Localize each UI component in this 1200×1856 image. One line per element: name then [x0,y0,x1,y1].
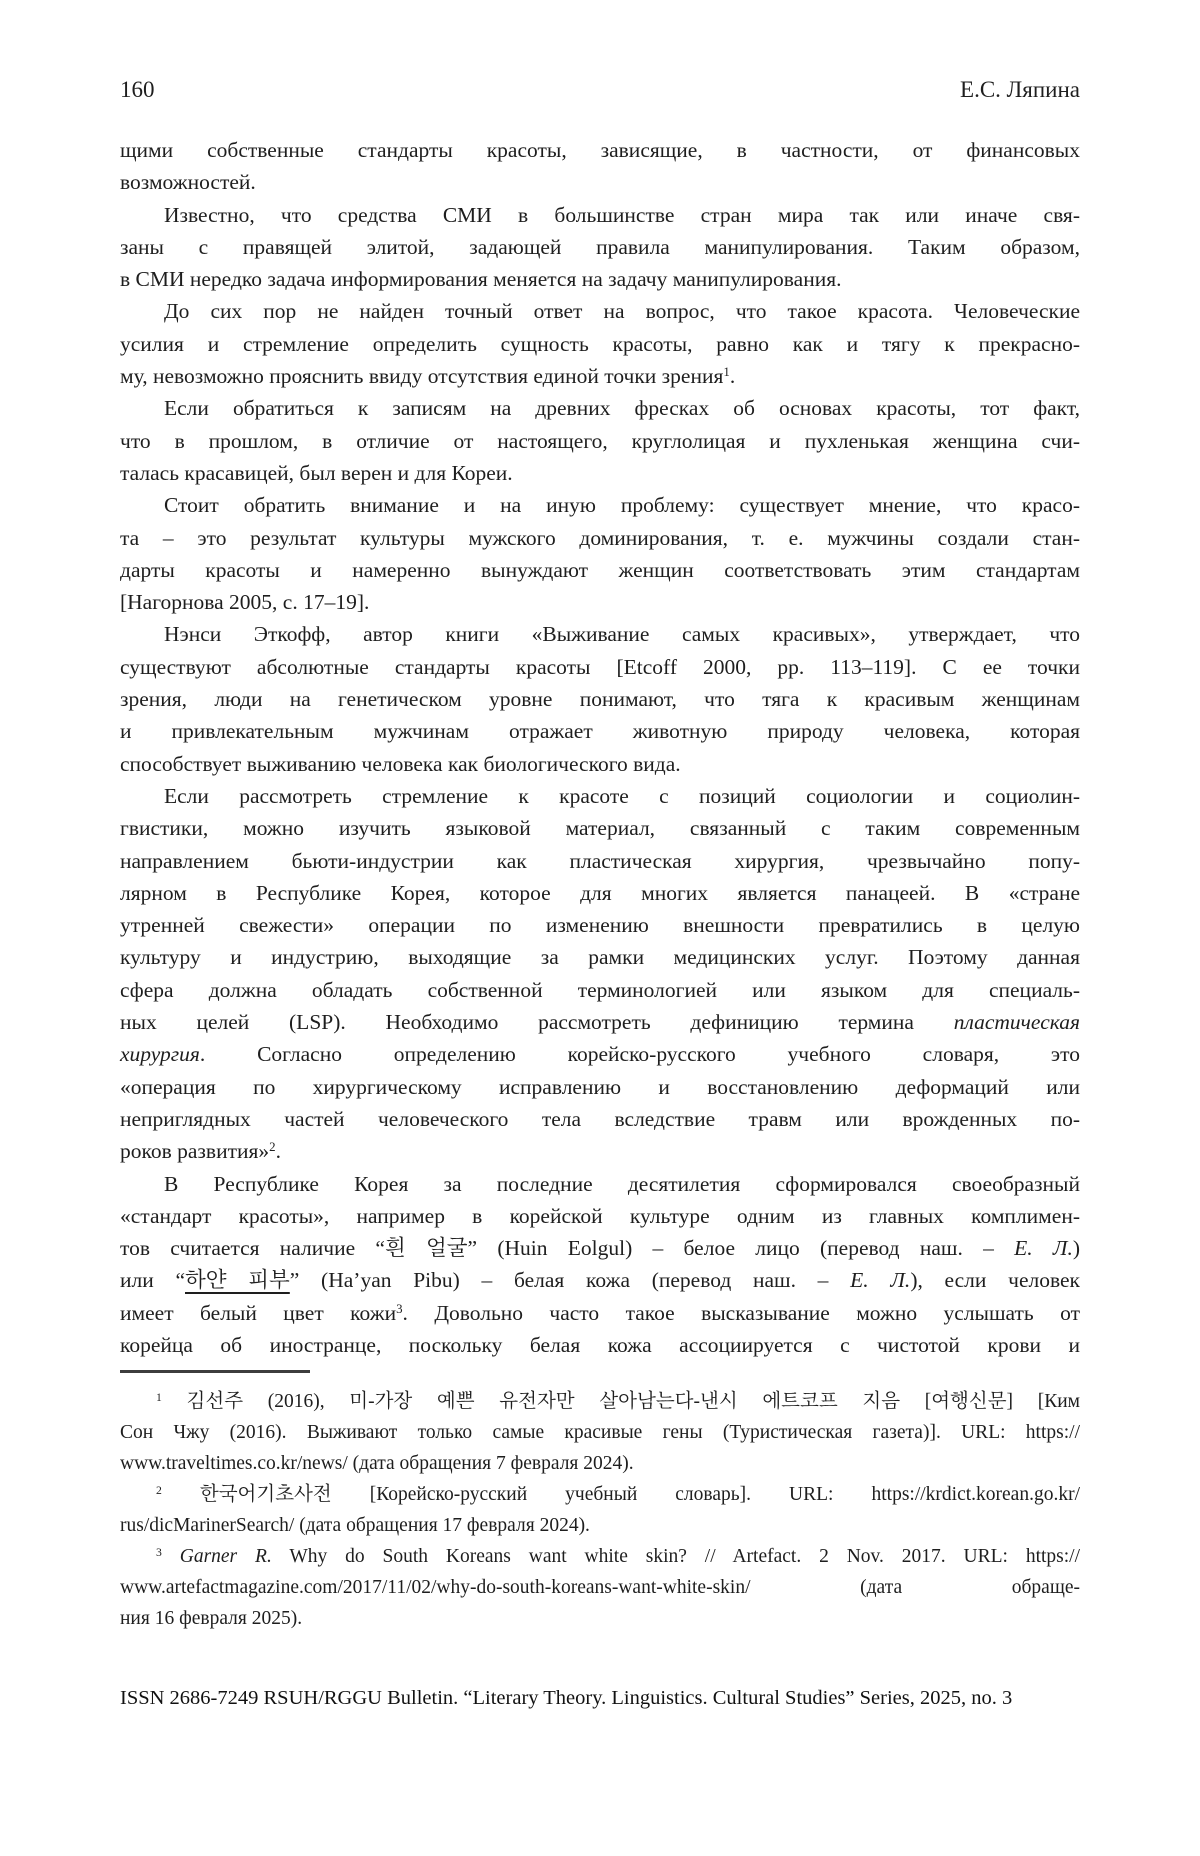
text-segment: [Нагорнова 2005, с. 17–19]. [120,590,370,615]
text-line [120,1264,1080,1296]
footnote-ref: 3 [156,1545,162,1559]
text-segment: ния 16 февраля 2025). [120,1608,303,1630]
footnote [120,1386,1080,1479]
paragraph [120,134,1080,199]
text-line [120,489,1080,521]
text-segment: способствует выживанию человека как биологического вида. [120,751,681,776]
document-page [0,76,1200,1856]
footnote [120,1479,1080,1541]
text-line [120,1329,1080,1361]
text-segment: зрения, люди на генетическом уровне понимают, что тяга к красивым женщинам [120,687,1080,712]
text-line [120,586,1080,618]
text-segment: ) [1072,1236,1080,1261]
text-line [120,1071,1080,1103]
text-line [120,328,1080,360]
italic-text: хирургия [120,1042,200,1067]
text-line [120,1006,1080,1038]
text-line [120,1417,1080,1448]
page-number: 160 [120,77,155,102]
text-line [120,618,1080,650]
text-segment: возможностей. [120,170,256,195]
text-segment: имеет белый цвет кожи [120,1300,397,1325]
footnote-ref: 2 [269,1140,276,1155]
text-line [120,974,1080,1006]
text-segment: До сих пор не найден точный ответ на вопрос, что такое красота. Человеческие [164,299,1080,324]
text-line [120,1572,1080,1603]
text-segment: www.traveltimes.co.kr/news/ (дата обращения 7 февраля 2024). [120,1453,634,1475]
text-line [120,651,1080,683]
text-segment [162,1546,180,1567]
text-segment: или “ [120,1268,185,1293]
text-segment: ” (Ha’yan Pibu) – белая кожа (перевод наш. – [289,1268,851,1293]
footnote [120,1541,1080,1634]
text-segment: «стандарт красоты», например в корейской культуре одним из главных комплимен- [120,1203,1080,1228]
text-line [120,1135,1080,1167]
text-line [120,877,1080,909]
text-segment: . Согласно определению корейско-русского учебного словаря, это [199,1042,1080,1067]
text-segment: роков развития» [120,1139,270,1164]
text-segment: культуру и индустрию, выходящие за рамки медицинских услуг. Поэтому данная [120,945,1080,970]
paragraph [120,295,1080,392]
text-segment: дарты красоты и намеренно вынуждают женщин соответствовать этим стандартам [120,557,1080,582]
text-line [120,1038,1080,1070]
text-segment: www.artefactmagazine.com/2017/11/02/why-do-south-koreans-want-white-skin/ (дата обраще- [120,1577,1080,1599]
text-segment: «операция по хирургическому исправлению и восстановлению деформаций или [120,1074,1080,1099]
text-segment: корейца об иностранце, поскольку белая кожа ассоциируется с чистотой крови и [120,1332,1080,1357]
text-line [120,1448,1080,1479]
text-segment: заны с правящей элитой, задающей правила манипулирования. Таким образом, [120,234,1080,259]
text-segment: что в прошлом, в отличие от настоящего, круглолицая и пухленькая женщина счи- [120,428,1080,453]
text-line [120,134,1080,166]
text-line [120,812,1080,844]
article-body [120,134,1080,1361]
text-segment: существуют абсолютные стандарты красоты [Etcoff 2000, pp. 113–119]. С ее точки [120,654,1080,679]
text-segment: утренней свежести» операции по изменению внешности превратились в целую [120,913,1080,938]
footnote-ref: 3 [396,1301,403,1316]
text-segment: ), если человек [910,1268,1080,1293]
footnote-ref: 2 [156,1483,162,1497]
text-segment: . [729,364,736,389]
text-segment: 한국어기초사전 [Корейско-русский учебный словарь]. URL: https://krdict.korean.go.kr/ [161,1484,1080,1506]
text-line [120,780,1080,812]
text-segment: направлением бьюти-индустрии как пластическая хирургия, чрезвычайно попу- [120,848,1080,873]
text-line [120,166,1080,198]
journal-issn-line: ISSN 2686-7249 RSUH/RGGU Bulletin. “Literary Theory. Linguistics. Cultural Studies” Series, 2025, no. 3 [120,1687,1013,1710]
text-segment: лярном в Республике Корея, которое для многих является панацеей. В «стране [120,880,1080,905]
text-line [120,1541,1080,1572]
underlined-term: 하얀 피부 [185,1268,290,1293]
text-line [120,748,1080,780]
italic-text: Garner R. [179,1546,272,1568]
text-line [120,715,1080,747]
text-line [120,941,1080,973]
text-line [120,1168,1080,1200]
paragraph [120,618,1080,779]
footnote-separator [120,1370,310,1373]
text-line [120,1297,1080,1329]
text-segment: Стоит обратить внимание и на иную проблему: существует мнение, что красо- [164,493,1080,518]
text-line [120,845,1080,877]
running-head-author: Е.С. Ляпина [960,77,1080,102]
paragraph [120,392,1080,489]
paragraph [120,489,1080,618]
italic-text: Е. Л. [850,1268,911,1293]
text-line [120,392,1080,424]
text-segment: rus/dicMarinerSearch/ (дата обращения 17 февраля 2024). [120,1515,590,1537]
text-segment: та – это результат культуры мужского доминирования, т. е. мужчины создали стан- [120,525,1080,550]
text-segment: Why do South Koreans want white skin? // Artefact. 2 Nov. 2017. URL: https:// [271,1546,1081,1568]
paragraph [120,1168,1080,1362]
text-segment: Нэнси Эткофф, автор книги «Выживание самых красивых», утверждает, что [164,622,1080,647]
paragraph [120,199,1080,296]
text-line [120,425,1080,457]
text-segment: неприглядных частей человеческого тела вследствие травм или врожденных по- [120,1106,1080,1131]
text-segment: гвистики, можно изучить языковой материал, связанный с таким современным [120,816,1080,841]
text-segment: . Довольно часто такое высказывание можно услышать от [402,1300,1081,1325]
footnotes [120,1386,1080,1634]
page-header [120,76,1080,104]
text-line [120,199,1080,231]
text-segment: усилия и стремление определить сущность красоты, равно как и тягу к прекрасно- [120,331,1080,356]
text-line [120,457,1080,489]
text-line [120,360,1080,392]
text-segment: му, невозможно прояснить ввиду отсутствия единой точки зрения [120,364,724,389]
paragraph [120,780,1080,1168]
text-line [120,522,1080,554]
italic-text: пластическая [953,1010,1080,1035]
italic-text: Е. Л. [1014,1236,1073,1261]
text-line [120,554,1080,586]
text-segment: талась красавицей, был верен и для Кореи. [120,460,513,485]
text-line [120,1510,1080,1541]
text-segment: и привлекательным мужчинам отражает животную природу человека, которая [120,719,1080,744]
text-line [120,231,1080,263]
text-segment: в СМИ нередко задача информирования меняется на задачу манипулирования. [120,267,842,292]
text-line [120,295,1080,327]
text-segment: Если обратиться к записям на древних фресках об основах красоты, тот факт, [164,396,1080,421]
text-segment: тов считается наличие “흰 얼굴” (Huin Eolgul) – белое лицо (перевод наш. – [120,1236,1015,1261]
text-segment: Если рассмотреть стремление к красоте с позиций социологии и социолин- [164,783,1080,808]
text-segment: 김선주 (2016), 미-가장 예쁜 유전자만 살아남는다-낸시 에트코프 지음 [여행신문] [Ким [161,1391,1080,1413]
text-line [120,1103,1080,1135]
text-line [120,683,1080,715]
text-line [120,909,1080,941]
text-segment: сфера должна обладать собственной терминологией или языком для специаль- [120,977,1080,1002]
text-segment: . [275,1139,281,1164]
page-footer [120,1686,1080,1711]
text-line [120,1479,1080,1510]
text-line [120,1200,1080,1232]
text-segment: Известно, что средства СМИ в большинстве стран мира так или иначе свя- [164,202,1080,227]
text-line [120,1232,1080,1264]
text-line [120,263,1080,295]
text-line [120,1386,1080,1417]
text-line [120,1603,1080,1634]
text-segment: Сон Чжу (2016). Выживают только самые красивые гены (Туристическая газета)]. URL: https:// [120,1422,1080,1444]
text-segment: щими собственные стандарты красоты, зависящие, в частности, от финансовых [120,138,1080,162]
footnote-ref: 1 [156,1390,162,1404]
text-segment: В Республике Корея за последние десятилетия сформировался своеобразный [164,1171,1080,1196]
footnote-ref: 1 [723,364,730,379]
text-segment: ных целей (LSP). Необходимо рассмотреть дефиницию термина [120,1010,954,1035]
